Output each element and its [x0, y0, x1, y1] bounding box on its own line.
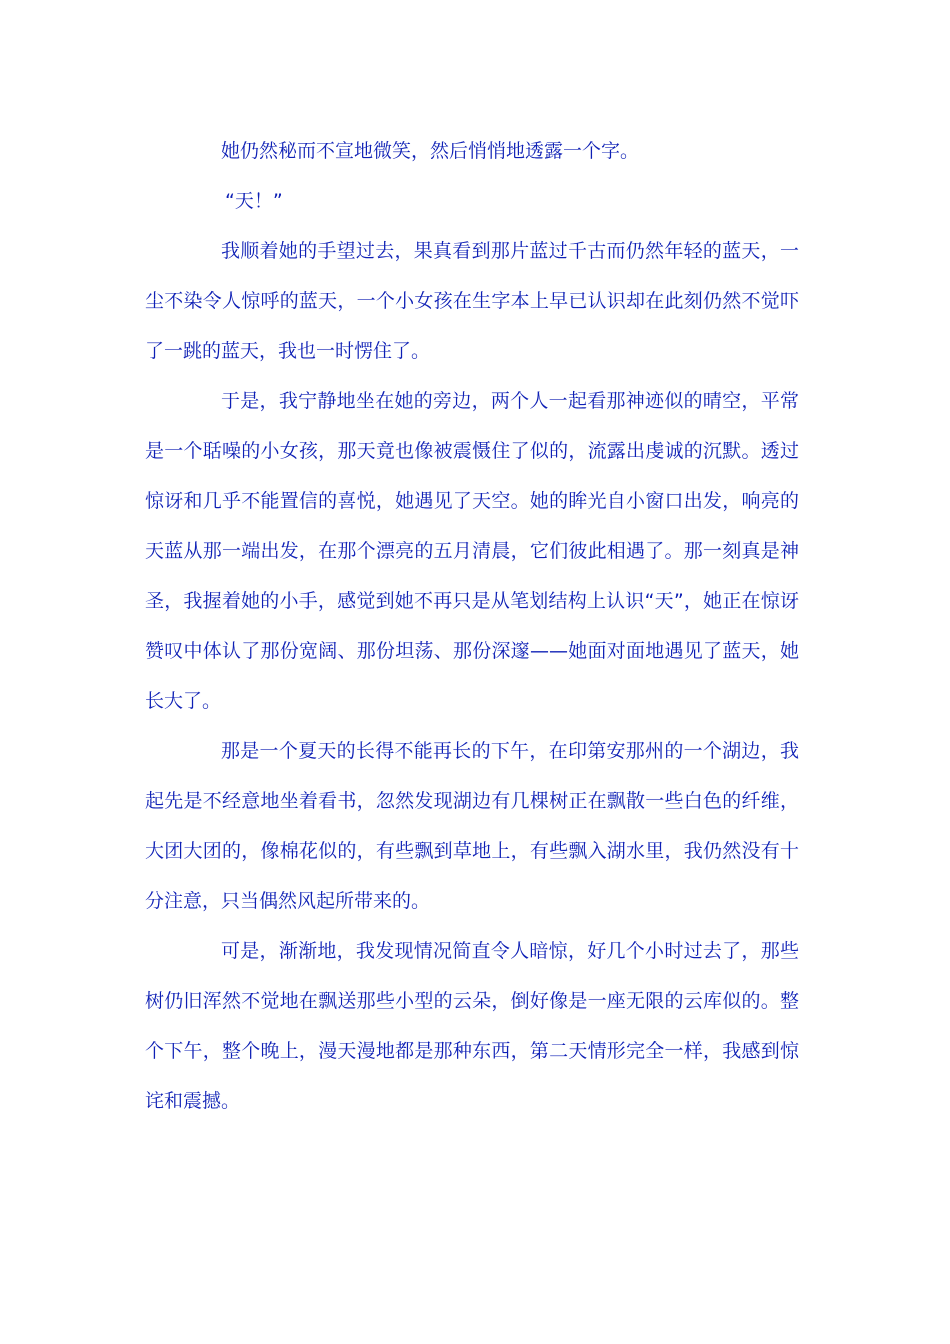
- document-page: [145, 126, 799, 1126]
- paragraph: 那是一个夏天的长得不能再长的下午，在印第安那州的一个湖边，我起先是不经意地坐着看书，忽然发现湖边有几棵树正在飘散一些白色的纤维，大团大团的，像棉花似的，有些飘到草地上，有些飘入湖水里，我仍然没有十分注意，只当偶然风起所带来的。: [145, 740, 799, 912]
- paragraph: 可是，渐渐地，我发现情况简直令人暗惊，好几个小时过去了，那些树仍旧浑然不觉地在飘送那些小型的云朵，倒好像是一座无限的云库似的。整个下午，整个晚上，漫天漫地都是那种东西，第二天情形完全一样，我感到惊诧和震撼。: [145, 940, 799, 1112]
- paragraph: 于是，我宁静地坐在她的旁边，两个人一起看那神迹似的晴空，平常是一个聒噪的小女孩，那天竟也像被震慑住了似的，流露出虔诚的沉默。透过惊讶和几乎不能置信的喜悦，她遇见了天空。她的眸光自小窗口出发，响亮的天蓝从那一端出发，在那个漂亮的五月清晨，它们彼此相遇了。那一刻真是神圣，我握着她的小手，感觉到她不再只是从笔划结构上认识“天”，她正在惊讶赞叹中体认了那份宽阔、那份坦荡、那份深邃——她面对面地遇见了蓝天，她长大了。: [145, 390, 799, 712]
- paragraph: 她仍然秘而不宣地微笑，然后悄悄地透露一个字。: [221, 140, 640, 162]
- paragraph: 我顺着她的手望过去，果真看到那片蓝过千古而仍然年轻的蓝天，一尘不染令人惊呼的蓝天，一个小女孩在生字本上早已认识却在此刻仍然不觉吓了一跳的蓝天，我也一时愣住了。: [145, 240, 799, 362]
- quote-paragraph: “天！”: [225, 190, 283, 212]
